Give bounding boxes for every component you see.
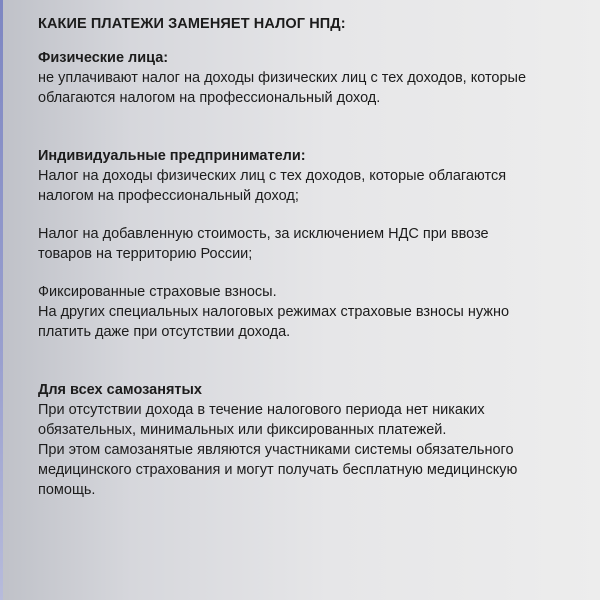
entrepreneurs-p2-line-2: товаров на территорию России; bbox=[38, 246, 253, 262]
entrepreneurs-heading: Индивидуальные предприниматели: bbox=[38, 148, 306, 164]
section-self-employed bbox=[38, 380, 578, 500]
left-edge-accent bbox=[0, 0, 3, 600]
self-employed-line-1: При отсутствии дохода в течение налогового периода нет никаких bbox=[38, 402, 485, 418]
self-employed-line-2: обязательных, минимальных или фиксированных платежей. bbox=[38, 422, 447, 438]
entrepreneurs-p2-line-1: Налог на добавленную стоимость, за исключением НДС при ввозе bbox=[38, 226, 489, 242]
self-employed-line-5: помощь. bbox=[38, 482, 96, 498]
entrepreneurs-p1-line-2: налогом на профессиональный доход; bbox=[38, 188, 299, 204]
entrepreneurs-p3-line-1: Фиксированные страховые взносы. bbox=[38, 284, 277, 300]
individuals-line-1: не уплачивают налог на доходы физических лиц с тех доходов, которые bbox=[38, 70, 527, 86]
individuals-line-2: облагаются налогом на профессиональный доход. bbox=[38, 90, 381, 106]
entrepreneurs-p1-line-1: Налог на доходы физических лиц с тех доходов, которые облагаются bbox=[38, 168, 507, 184]
self-employed-heading: Для всех самозанятых bbox=[38, 382, 202, 398]
individuals-heading: Физические лица: bbox=[38, 50, 169, 66]
section-individuals bbox=[38, 48, 578, 108]
entrepreneurs-p3-line-2: На других специальных налоговых режимах страховые взносы нужно bbox=[38, 304, 510, 320]
entrepreneurs-p3-line-3: платить даже при отсутствии дохода. bbox=[38, 324, 291, 340]
self-employed-line-3: При этом самозанятые являются участниками системы обязательного bbox=[38, 442, 514, 458]
self-employed-line-4: медицинского страхования и могут получать бесплатную медицинскую bbox=[38, 462, 518, 478]
page-title: КАКИЕ ПЛАТЕЖИ ЗАМЕНЯЕТ НАЛОГ НПД: bbox=[38, 16, 346, 32]
content bbox=[38, 14, 578, 500]
section-entrepreneurs bbox=[38, 146, 578, 342]
